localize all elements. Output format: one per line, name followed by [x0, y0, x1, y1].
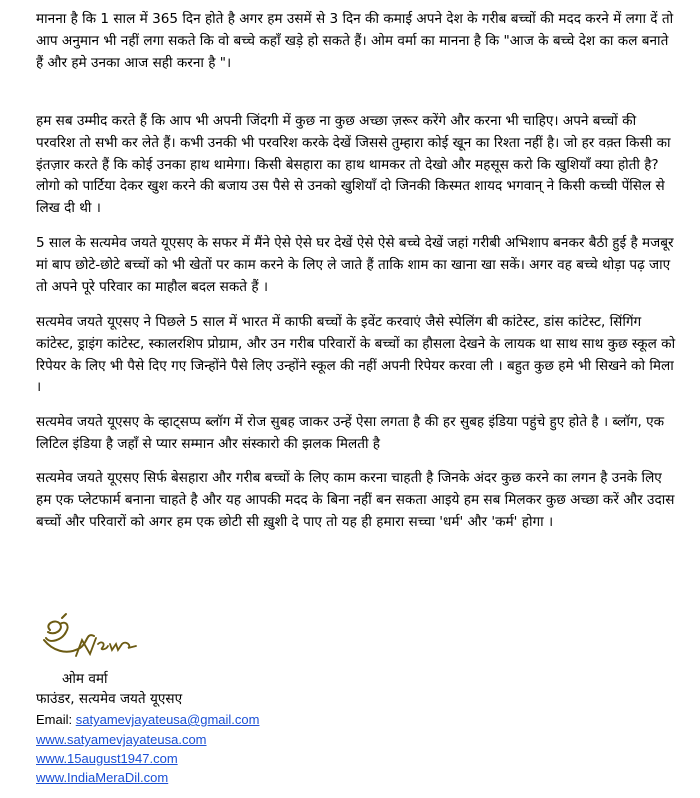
website-link-satyamevjayateusa[interactable]: www.satyamevjayateusa.com — [36, 732, 207, 747]
website-line — [36, 731, 207, 749]
paragraph-blog: सत्यमेव जयते यूएसए के व्हाट्सप्प ब्लॉग में रोज सुबह जाकर उन्हें ऐसा लगता है की हर सुबह इंडिया पहुंचे हुए होते है । ब्लॉग, एक लिटिल इंडिया है जहाँ से प्यार सम्मान और संस्कारो की झलक मिलती है — [36, 414, 665, 452]
email-label: Email: — [36, 712, 73, 727]
website-line — [36, 769, 168, 787]
paragraph-journey: 5 साल के सत्यमेव जयते यूएसए के सफर में मैंने ऐसे ऐसे घर देखें ऐसे ऐसे बच्चे देखें जहां गरीबी अभिशाप बनकर बैठी हुई है मजबूर मां बाप छोटे-छोटे बच्चों को भी खेतों पर काम करने के लिए ले जाते हैं ताकि शाम का खाना खा सकें। अगर वह बच्चे थोड़ा पढ़ जाए तो अपने पूरे परिवार का माहौल बदल सकते हैं । — [36, 235, 674, 295]
signer-title: फाउंडर, सत्यमेव जयते यूएसए — [36, 691, 183, 707]
website-line — [36, 750, 178, 768]
email-line — [36, 711, 259, 729]
paragraph-hope: हम सब उम्मीद करते हैं कि आप भी अपनी जिंदगी में कुछ ना कुछ अच्छा ज़रूर करेंगे और करना भी चाहिए। अपने बच्चों की परवरिश तो सभी कर लेते हैं। कभी उनकी भी परवरिश करके देखें जिससे तुम्हारा कोई खून का रिश्ता नहीं है। जो हर वक़्त किसी का इंतज़ार करते हैं कि कोई उनका हाथ थामेगा। किसी बेसहारा का हाथ थामकर तो देखो और महसूस करो कि खुशियाँ क्या होती है? लोगो को पार्टिया देकर खुश करने की बजाय उस पैसे से उनको खुशियाँ दो जिनकी किस्मत शायद भगवान् ने किसी कच्ची पेंसिल से लिख दी थी । — [36, 113, 671, 217]
website-link-indiameradil[interactable]: www.IndiaMeraDil.com — [36, 770, 169, 785]
paragraph-events: सत्यमेव जयते यूएसए ने पिछले 5 साल में भारत में काफी बच्चों के इवेंट करवाएं जैसे स्पेलिंग बी कांटेस्ट, डांस कांटेस्ट, सिंगिंग कांटेस्ट, ड्राइंग कांटेस्ट, स्कालरशिप प्रोग्राम, और उन गरीब परिवारों के बच्चों का हौसला देखने के लायक था साथ साथ कुछ स्कूल को रिपेयर के लिए भी पैसे दिए गए जिन्होंने पैसे लिए उन्होंने स्कूल की नहीं अपनी रिपेयर करवा ली । बहुत कुछ हमे भी सिखने को मिला । — [36, 314, 676, 396]
website-link-15august1947[interactable]: www.15august1947.com — [36, 751, 178, 766]
handwritten-signature-icon — [36, 610, 166, 670]
paragraph-intro: मानना है कि 1 साल में 365 दिन होते है अगर हम उसमें से 3 दिन की कमाई अपने देश के गरीब बच्चों की मदद करने में लगा दें तो आप अनुमान भी नहीं लगा सकते कि वो बच्चे कहाँ खड़े हो सकते हैं। ओम वर्मा का मानना है कि "आज के बच्चे देश का कल बनाते हैं और हमे उनका आज सही करना है "। — [36, 11, 674, 71]
email-link[interactable]: satyamevjayateusa@gmail.com — [75, 712, 260, 727]
paragraph-appeal: सत्यमेव जयते यूएसए सिर्फ बेसहारा और गरीब बच्चों के लिए काम करना चाहती है जिनके अंदर कुछ करने का लगन है उनके लिए हम एक प्लेटफार्म बनाना चाहते है और यह आपकी मदद के बिना नहीं बन सकता आइये हम सब मिलकर कुछ अच्छा करें और उदास बच्चों और परिवारों को अगर हम एक छोटी सी ख़ुशी दे पाए तो यह ही हमारा सच्चा 'धर्म' और 'कर्म' होगा । — [36, 470, 675, 530]
signer-name: ओम वर्मा — [62, 671, 108, 687]
